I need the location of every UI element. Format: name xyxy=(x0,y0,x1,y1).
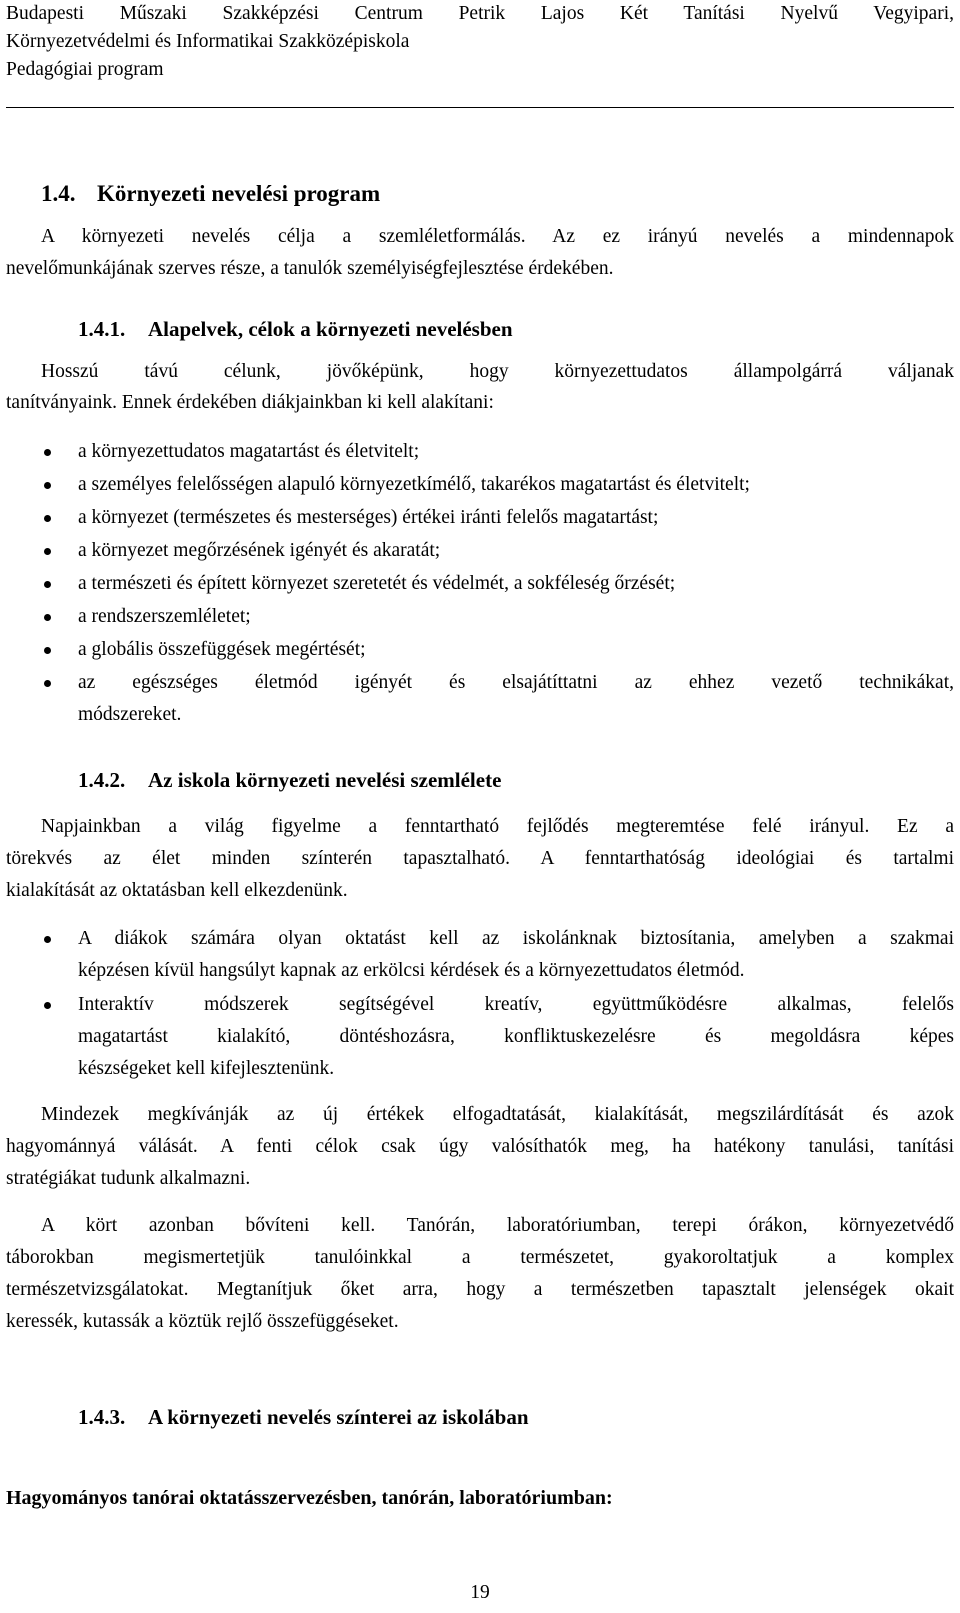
subsection-title-2: Az iskola környezeti nevelési szemlélete xyxy=(148,768,502,792)
section-title: Környezeti nevelési program xyxy=(97,181,381,206)
intro-line-2: nevelőmunkájának szerves része, a tanulók személyiségfejlesztése érdekében. xyxy=(6,258,614,279)
bullet-dot-icon xyxy=(44,515,51,522)
bullet-dot-icon xyxy=(44,936,51,943)
header-line-1: Budapesti Műszaki Szakképzési Centrum Petrik Lajos Két Tanítási Nyelvű Vegyipari, xyxy=(6,3,954,24)
sub2-para3-line-1: A kört azonban bővíteni kell. Tanórán, laboratóriumban, terepi órákon, környezetvédő xyxy=(41,1215,954,1236)
sub3-bold-line: Hagyományos tanórai oktatásszervezésben, tanórán, laboratóriumban: xyxy=(6,1487,613,1509)
header-divider xyxy=(6,107,954,108)
bullet-dot-icon xyxy=(44,647,51,654)
subsection-heading-3 xyxy=(78,1402,529,1432)
subsection-heading-2 xyxy=(78,765,501,795)
sub2-para3-line-3: természetvizsgálatokat. Megtanítjuk őket arra, hogy a természetben tapasztalt jelenségek okait xyxy=(6,1279,954,1300)
bullet-dot-icon xyxy=(44,482,51,489)
sub2-para2-line-3: stratégiákat tudunk alkalmazni. xyxy=(6,1168,251,1189)
bullet-dot-icon xyxy=(44,680,51,687)
subsection-title-3: A környezeti nevelés színterei az iskolában xyxy=(148,1405,529,1429)
section-number: 1.4. xyxy=(41,181,76,206)
sub2-para1-line-3: kialakítását az oktatásban kell elkezdenünk. xyxy=(6,880,348,901)
sub1-para-line-2: tanítványaink. Ennek érdekében diákjainkban ki kell alakítani: xyxy=(6,392,494,413)
subsection-title-1: Alapelvek, célok a környezeti nevelésben xyxy=(148,317,513,341)
sub2-para1-line-2: törekvés az élet minden színterén tapasztalható. A fenntarthatóság ideológiai és tartalmi xyxy=(6,848,954,869)
intro-line-1: A környezeti nevelés célja a szemléletformálás. Az ez irányú nevelés a mindennapok xyxy=(41,226,954,247)
section-heading xyxy=(41,178,380,210)
bullet-dot-icon xyxy=(44,581,51,588)
sub1-para-line-1: Hosszú távú célunk, jövőképünk, hogy környezettudatos állampolgárrá váljanak xyxy=(41,361,954,382)
bullet-dot-icon xyxy=(44,614,51,621)
subsection-number-1: 1.4.1. xyxy=(78,317,126,341)
subsection-number-2: 1.4.2. xyxy=(78,768,126,792)
document-page: Budapesti Műszaki Szakképzési Centrum Petrik Lajos Két Tanítási Nyelvű Vegyipari, Környezetvédelmi és Informatikai Szakközépiskola Pedagógiai program 1.4. Környezeti nevelési program A környezeti nevelés célja a szemléletformálás. Az ez irányú nevelés a mindennapok nevelőmunkájának szerves része, a tanulók személyiségfejlesztése érdekében. 1.4.1. Alapelvek, célok a környezeti nevelésben Hosszú távú célunk, jövőképünk, hogy környezettudatos állampolgárrá váljanak tanítványaink. Ennek érdekében diákjainkban ki kell alakítani: a környezettudatos magatartást és életvitelt; a személyes felelősségen alapuló környezetkímélő, takarékos magatartást és életvitelt; a környezet (természetes és mesterséges) értékei iránti felelős magatartást; a környezet megőrzésének igényét és akaratát; a természeti és épített környezet szeretetét és védelmét, a sokféleség őrzését; a rendszerszemléletet; a globális összefüggések megértését; az egészséges életmód igényét és elsajátíttatni az ehhez vezető technikákat, módszereket. 1.4.2. Az iskola környezeti nevelési szemlélete Napjainkban a világ figyelme a fenntartható fejlődés megteremtése felé irányul. Ez a törekvés az élet minden színterén tapasztalható. A fenntarthatóság ideológiai és tartalmi kialakítását az oktatásban kell elkezdenünk. A diákok számára olyan oktatást kell az iskolánknak biztosítania, amelyben a szakmai képzésen kívül hangsúlyt kapnak az erkölcsi kérdések és a környezettudatos életmód. Interaktív módszerek segítségével kreatív, együttműködésre alkalmas, felelős magatartást kialakító, döntéshozásra, konfliktuskezelésre és megoldásra képes készségeket kell kifejlesztenünk. Mindezek megkívánják az új értékek elfogadtatását, kialakítását, megszilárdítását és azok hagyománnyá válását. A fenti célok csak úgy valósíthatók meg, ha hatékony tanulási, tanítási stratégiákat tudunk alkalmazni. A kört azonban bővíteni kell. Tanórán, laboratóriumban, terepi órákon, környezetvédő táborokban megismertetjük tanulóinkkal a természetet, gyakoroltatjuk a komplex természetvizsgálatokat. Megtanítjuk őket arra, hogy a természetben tapasztalt jelenségek okait keressék, kutassák a köztük rejlő összefüggéseket. 1.4.3. A környezeti nevelés színterei az iskolában Hagyományos tanórai oktatásszervezésben, tanórán, laboratóriumban: 19 xyxy=(0,0,960,1613)
page-header xyxy=(6,0,954,84)
header-line-3: Pedagógiai program xyxy=(6,59,164,80)
subsection-heading-1 xyxy=(78,314,513,344)
bullet-dot-icon xyxy=(44,449,51,456)
sub2-para1-line-1: Napjainkban a világ figyelme a fenntartható fejlődés megteremtése felé irányul. Ez a xyxy=(41,816,954,837)
header-line-2: Környezetvédelmi és Informatikai Szakközépiskola xyxy=(6,31,410,52)
bullet-dot-icon xyxy=(44,1002,51,1009)
page-number: 19 xyxy=(470,1582,490,1603)
subsection-number-3: 1.4.3. xyxy=(78,1405,126,1429)
sub2-para2-line-2: hagyománnyá válását. A fenti célok csak úgy valósíthatók meg, ha hatékony tanulási, tanítási xyxy=(6,1136,954,1157)
bullet-dot-icon xyxy=(44,548,51,555)
sub2-para3-line-2: táborokban megismertetjük tanulóinkkal a természetet, gyakoroltatjuk a komplex xyxy=(6,1247,954,1268)
sub2-para2-line-1: Mindezek megkívánják az új értékek elfogadtatását, kialakítását, megszilárdítását és azok xyxy=(41,1104,954,1125)
sub2-para3-line-4: keressék, kutassák a köztük rejlő összefüggéseket. xyxy=(6,1311,399,1332)
